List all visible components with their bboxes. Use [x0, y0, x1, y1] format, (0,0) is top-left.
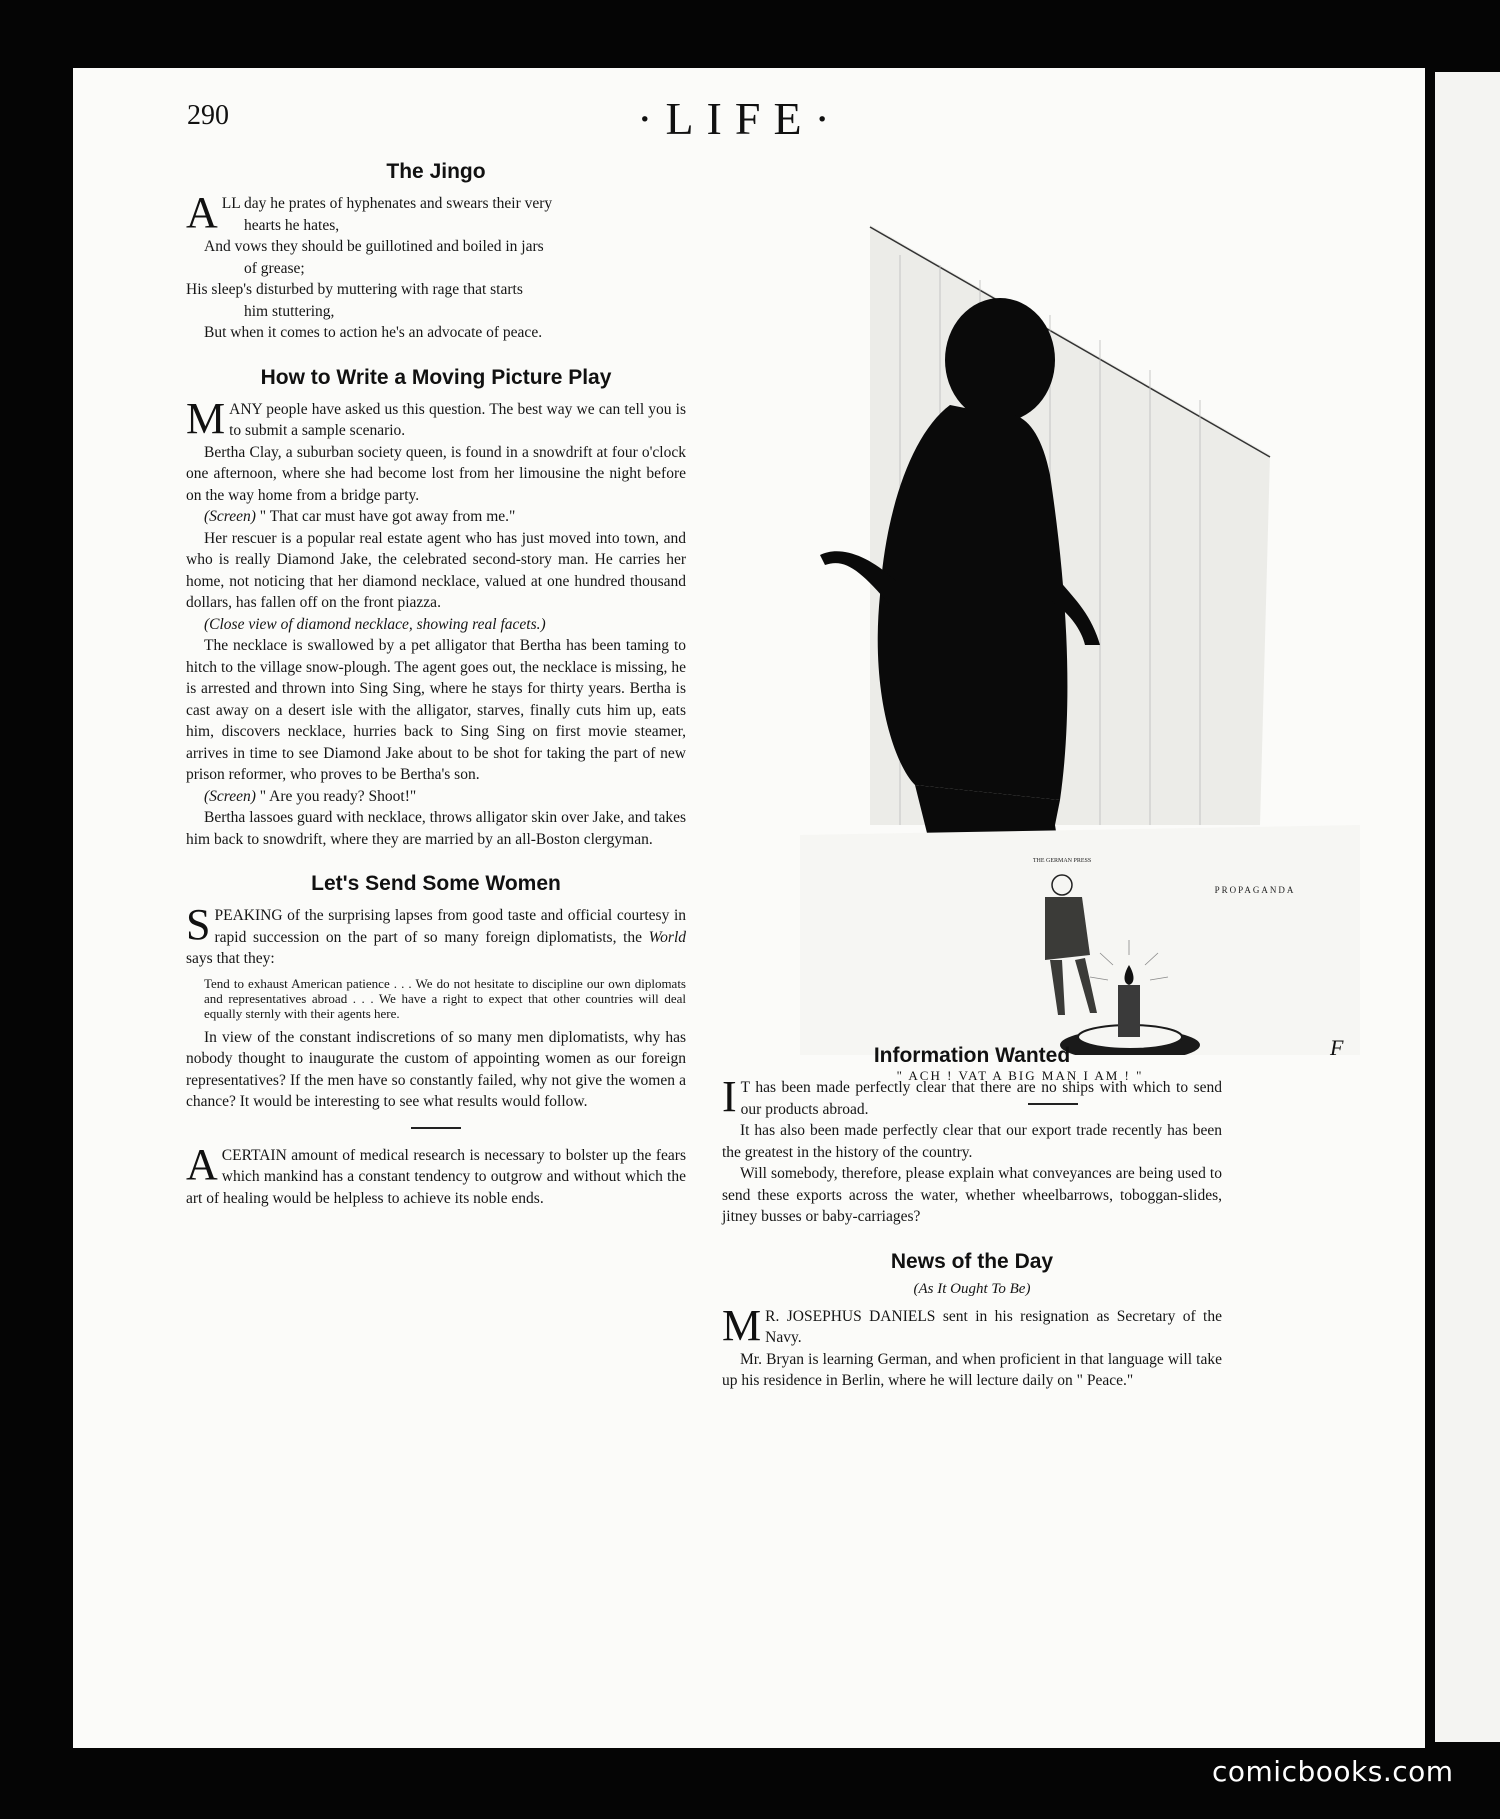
article-title: How to Write a Moving Picture Play: [260, 365, 612, 389]
masthead: ·LIFE·: [637, 93, 843, 144]
poem-line: But when it comes to action he's an advocate of peace.: [204, 324, 543, 341]
drop-cap: M: [722, 1300, 762, 1350]
poem-line: hearts he hates,: [244, 216, 340, 234]
paragraph: (Screen) " That car must have got away from me.": [204, 508, 516, 525]
watermark: comicbooks.com: [1212, 1755, 1454, 1788]
article-title: News of the Day: [890, 1249, 1054, 1273]
screen-direction: (Close view of diamond necklace, showing real facets.): [204, 615, 546, 633]
page-number: 290: [187, 100, 229, 131]
paragraph: The necklace is swallowed by a pet alligator that Bertha has been taming to hitch to the village snow-plough. The agent goes out, the necklace is missing, he is arrested and thrown into Sing Sing, where he stays for thirty years. Bertha is cast away on a desert isle with the alligator, starves, finally cuts him up, eats him, discovers necklace, hurries back to Sing Sing on first movie steamer, arrives in time to see Diamond Jake about to be shot for taking the part of new prison reformer, who proves to be Bertha's son.: [186, 637, 686, 783]
paragraph: Mr. Bryan is learning German, and when proficient in that language will take up his residence in Berlin, where he will lecture daily on " Peace.": [722, 1350, 1222, 1389]
article-title: Let's Send Some Women: [311, 872, 561, 895]
screen-direction: (Screen): [204, 787, 256, 805]
adjacent-page-edge: [1435, 72, 1500, 1742]
paragraph: MANY people have asked us this question. The best way we can tell you is to submit a sample scenario.: [186, 393, 686, 443]
paragraph: Her rescuer is a popular real estate agent who has just moved into town, and who is really Diamond Jake, the celebrated second-story man. He carries her home, not noticing that her diamond necklace, valued at one hundred thousand dollars, has fallen off on the front piazza.: [186, 529, 686, 611]
publication-name: World: [648, 928, 686, 946]
article-medical-research: [186, 1139, 686, 1210]
section-divider: [411, 1127, 461, 1129]
screen-direction: (Screen): [204, 508, 256, 525]
artist-signature: F: [1330, 1035, 1344, 1055]
paragraph: I T has been made perfectly clear that there are no ships with which to send our products abroad.: [722, 1072, 1222, 1121]
poem-line: LL day he prates of hyphenates and swears their very: [221, 195, 553, 212]
paragraph: Bertha Clay, a suburban society queen, is found in a snowdrift at four o'clock one afternoon, where she had become lost from her limousine the night before on the way home from a bridge party.: [186, 443, 686, 504]
paragraph: ACERTAIN amount of medical research is necessary to bolster up the fears which mankind has a constant tendency to outgrow and without which the art of healing would be helpless to achieve its noble ends.: [186, 1139, 686, 1207]
poem-line: of grease;: [244, 259, 305, 277]
block-quote: Tend to exhaust American patience . . . We do not hesitate to discipline our own diplomats and representatives abroad . . . We have a right to expect that other countries will deal equally sternly with their agents here.: [204, 975, 686, 1021]
article-title: Information Wanted: [873, 1044, 1071, 1067]
drop-cap: A: [186, 1139, 218, 1189]
right-column: [722, 1044, 1222, 1392]
article-information-wanted: [722, 1044, 1222, 1228]
drop-cap: M: [186, 393, 226, 443]
poem-line: And vows they should be guillotined and boiled in jars: [204, 238, 544, 255]
illustration-caption: " ACH ! VAT A BIG MAN I AM ! ": [896, 1068, 1144, 1083]
paragraph: SPEAKING of the surprising lapses from good taste and official courtesy in rapid succession on the part of so many foreign diplomatists, the World says that they:: [186, 900, 686, 967]
poem-line: His sleep's disturbed by muttering with rage that starts: [186, 281, 523, 298]
article-send-some-women: [186, 872, 686, 1113]
article-title: The Jingo: [386, 160, 486, 183]
paragraph: (Screen) " Are you ready? Shoot!": [204, 787, 417, 805]
paragraph: In view of the constant indiscretions of so many men diplomatists, why has nobody thought to inaugurate the custom of appointing women as our foreign representatives? If the men have so constantly failed, why not give the women a chance? It would be interesting to see what results would follow.: [186, 1028, 686, 1110]
paragraph: Will somebody, therefore, please explain what conveyances are being used to send these exports across the water, whether wheelbarrows, toboggan-slides, jitney busses or baby-carriages?: [722, 1165, 1222, 1225]
paragraph: Bertha lassoes guard with necklace, throws alligator skin over Jake, and takes him back to snowdrift, where they are married by an all-Boston clergyman.: [186, 809, 686, 848]
article-news-of-the-day: [722, 1250, 1222, 1392]
article-the-jingo: [186, 160, 686, 344]
article-subtitle: (As It Ought To Be): [913, 1280, 1031, 1297]
article-moving-picture-play: [186, 366, 686, 851]
left-column: [186, 160, 686, 1209]
candle-label: PROPAGANDA: [1214, 885, 1296, 895]
drop-cap: I: [722, 1072, 737, 1121]
drop-cap: A: [186, 188, 218, 237]
paragraph: It has also been made perfectly clear that our export trade recently has been the greatest in the history of the country.: [722, 1122, 1222, 1161]
poem-line: him stuttering,: [244, 302, 335, 320]
drop-cap: S: [186, 900, 211, 949]
paragraph: M R. JOSEPHUS DANIELS sent in his resignation as Secretary of the Navy.: [722, 1300, 1222, 1350]
hat-label: THE GERMAN PRESS: [1032, 858, 1092, 864]
cartoon-illustration: [800, 225, 1360, 1055]
